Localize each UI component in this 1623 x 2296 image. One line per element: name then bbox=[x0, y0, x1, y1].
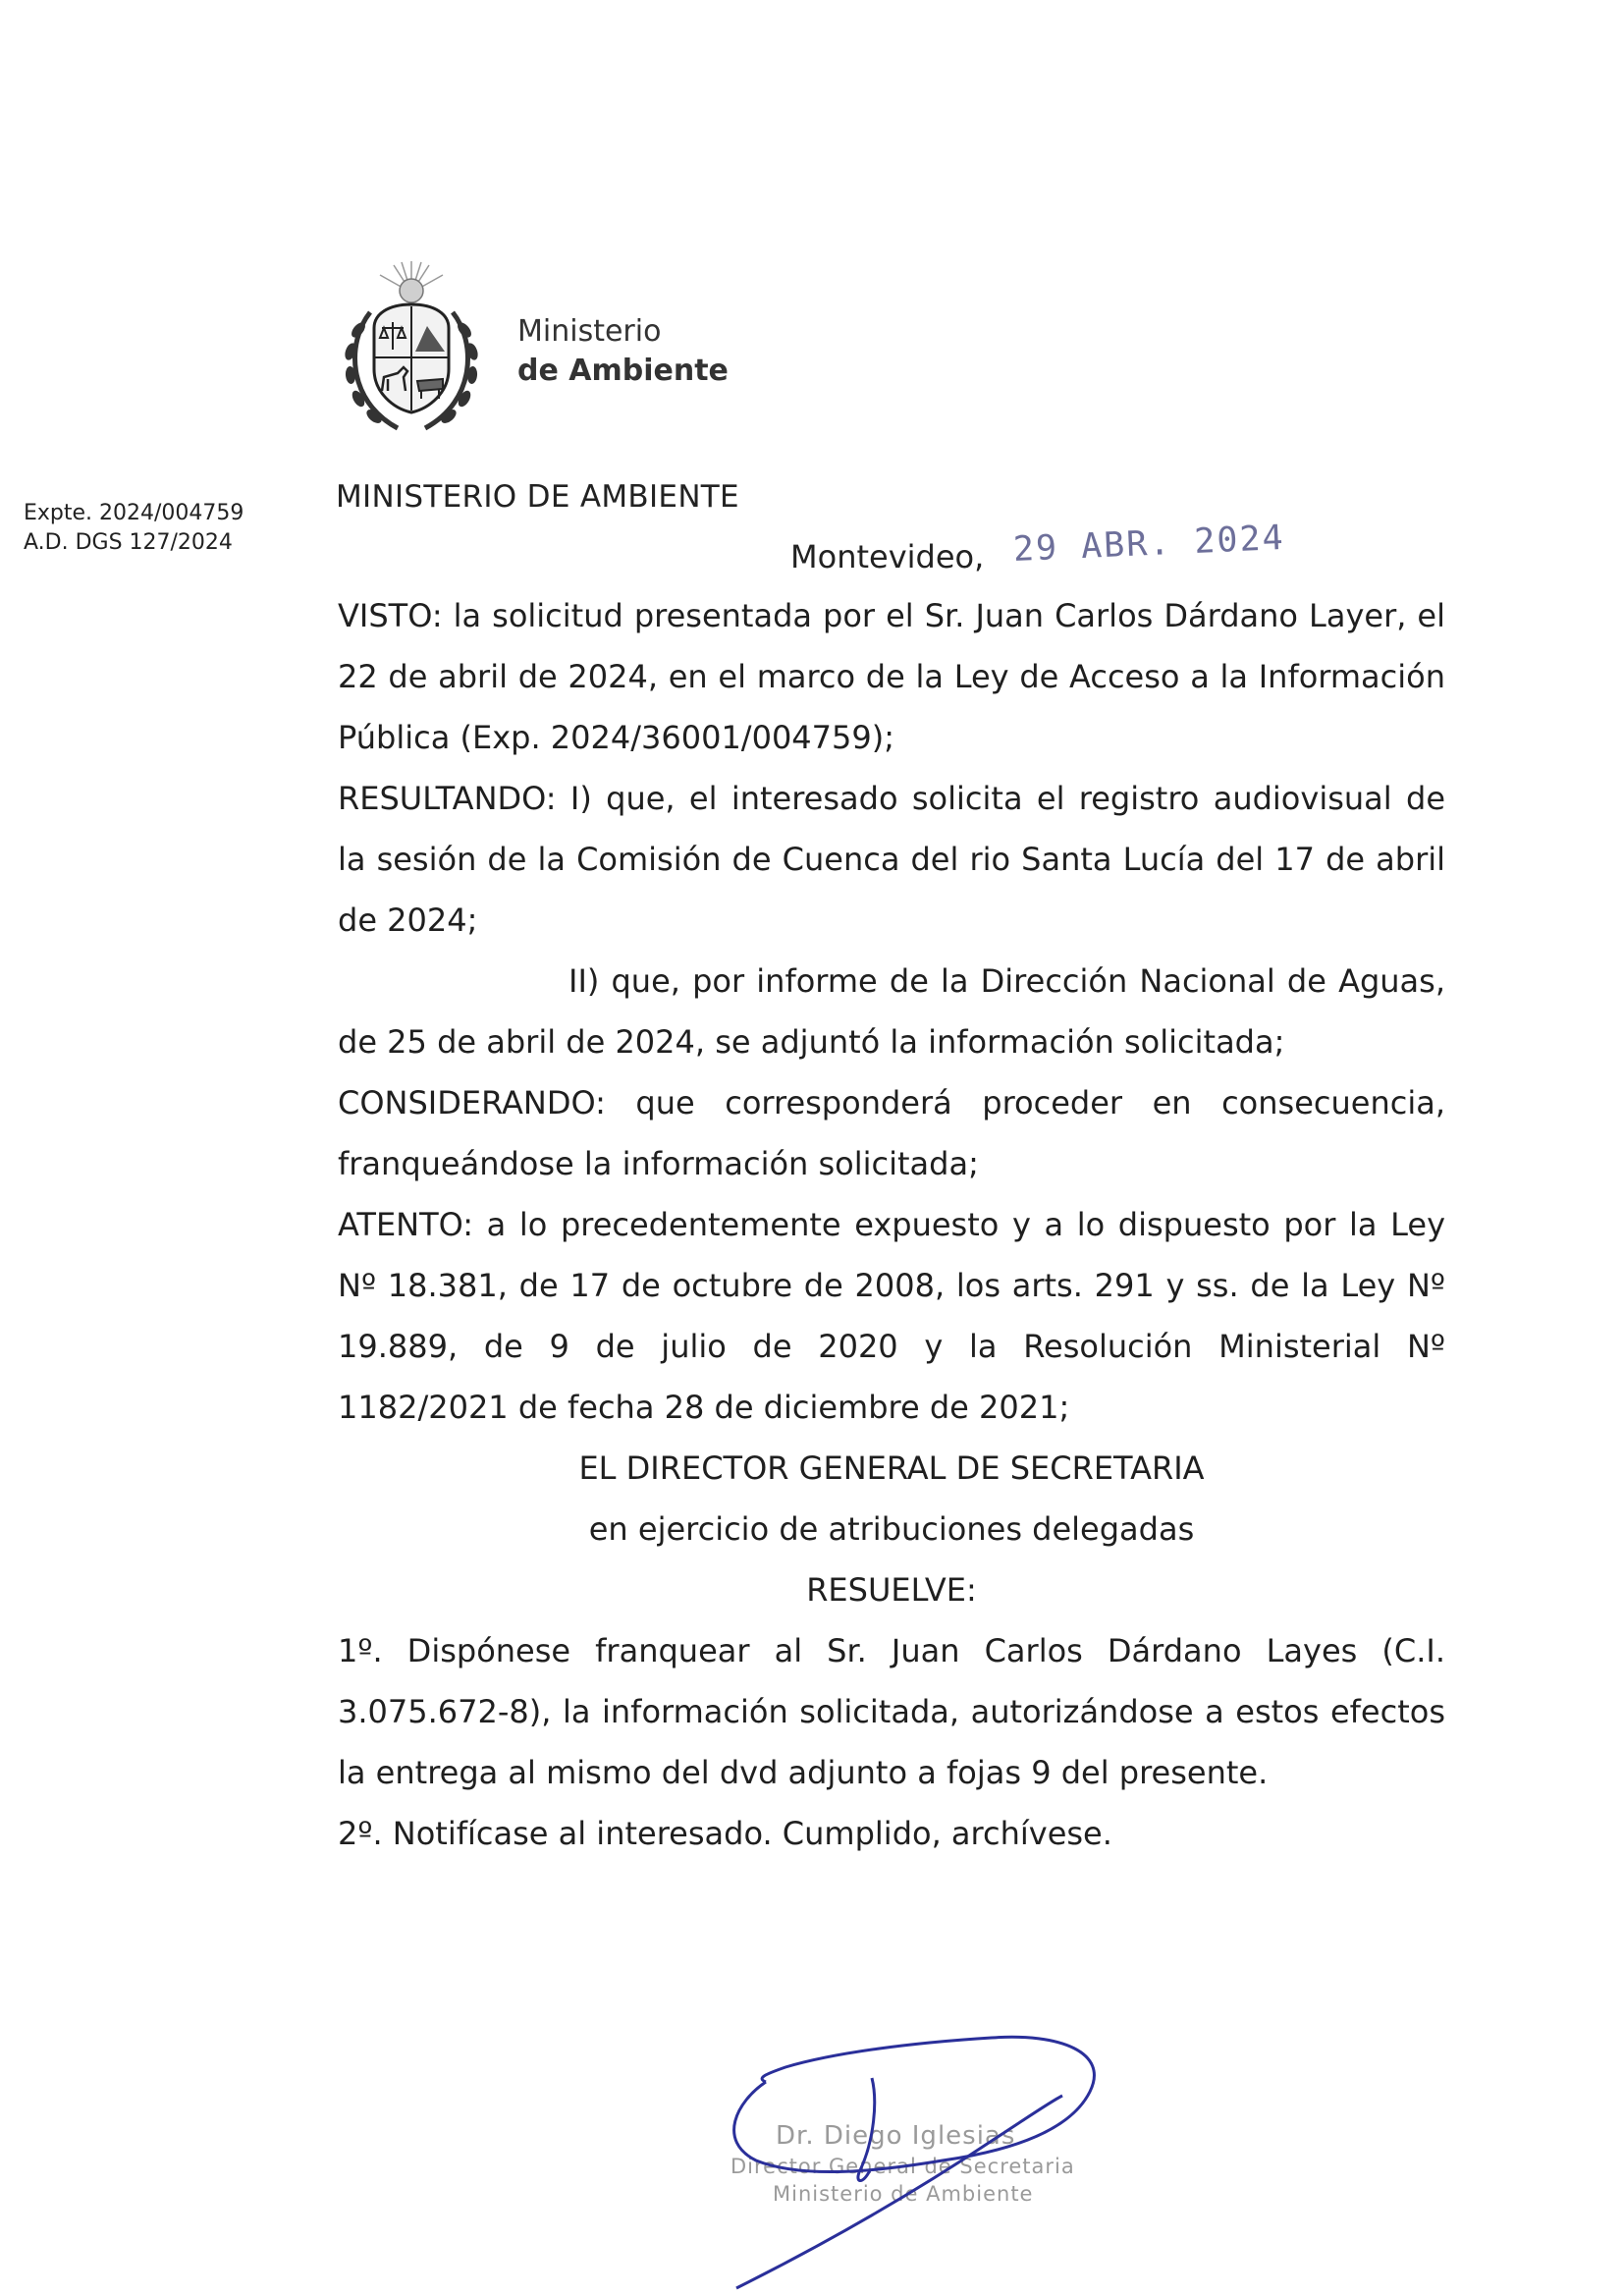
atento-paragraph: ATENTO: a lo precedentemente expuesto y a lo dispuesto por la Ley Nº 18.381, de 17 de octubre de 2008, los arts. 291 y ss. de la Ley Nº 19.889, de 9 de julio de 2020 y la Resolución Ministerial Nº 1182/2021 de fecha 28 de diciembre de 2021; bbox=[338, 1206, 1445, 1426]
resuelve-heading: RESUELVE: bbox=[806, 1571, 977, 1609]
expediente-number: Expte. 2024/004759 bbox=[24, 501, 244, 525]
handwritten-signature bbox=[697, 2013, 1129, 2296]
coat-of-arms-icon bbox=[329, 253, 494, 450]
date-stamp: 29 ABR. 2024 bbox=[1012, 518, 1286, 570]
resultando-paragraph-2: II) que, por informe de la Dirección Nacional de Aguas, de 25 de abril de 2024, se adjuntó la información solicitada; bbox=[338, 962, 1445, 1061]
resolution-item-2: 2º. Notifícase al interesado. Cumplido, archívese. bbox=[338, 1815, 1112, 1852]
considerando-paragraph: CONSIDERANDO: que corresponderá proceder en consecuencia, franqueándose la información solicitada; bbox=[338, 1084, 1445, 1182]
place-label: Montevideo, bbox=[790, 538, 985, 575]
signature-stamp-name: Dr. Diego Iglesias bbox=[776, 2121, 1016, 2151]
ministry-logo-line1: Ministerio bbox=[517, 314, 662, 349]
signature-stamp-role: Director General de Secretaria bbox=[730, 2155, 1075, 2178]
resolution-item-1: 1º. Dispónese franquear al Sr. Juan Carlos Dárdano Layes (C.I. 3.075.672-8), la información solicitada, autorizándose a estos efectos la entrega al mismo del dvd adjunto a fojas 9 del presente. bbox=[338, 1632, 1445, 1791]
director-title: EL DIRECTOR GENERAL DE SECRETARIA bbox=[578, 1449, 1205, 1487]
signature-stamp-ministry: Ministerio de Ambiente bbox=[773, 2182, 1034, 2206]
resultando-paragraph-1: RESULTANDO: I) que, el interesado solicita el registro audiovisual de la sesión de la Comisión de Cuenca del rio Santa Lucía del 17 de abril de 2024; bbox=[338, 780, 1445, 939]
ad-number: A.D. DGS 127/2024 bbox=[24, 530, 233, 555]
ministry-header: MINISTERIO DE AMBIENTE bbox=[336, 479, 739, 515]
ministry-logo-line2: de Ambiente bbox=[517, 354, 729, 388]
file-references bbox=[24, 499, 243, 558]
ministry-logo-text bbox=[517, 312, 729, 391]
resolution-body bbox=[338, 585, 1445, 1864]
delegation-line: en ejercicio de atribuciones delegadas bbox=[588, 1510, 1195, 1548]
visto-paragraph: VISTO: la solicitud presentada por el Sr. Juan Carlos Dárdano Layer, el 22 de abril de 2024, en el marco de la Ley de Acceso a la Información Pública (Exp. 2024/36001/004759); bbox=[338, 597, 1445, 756]
